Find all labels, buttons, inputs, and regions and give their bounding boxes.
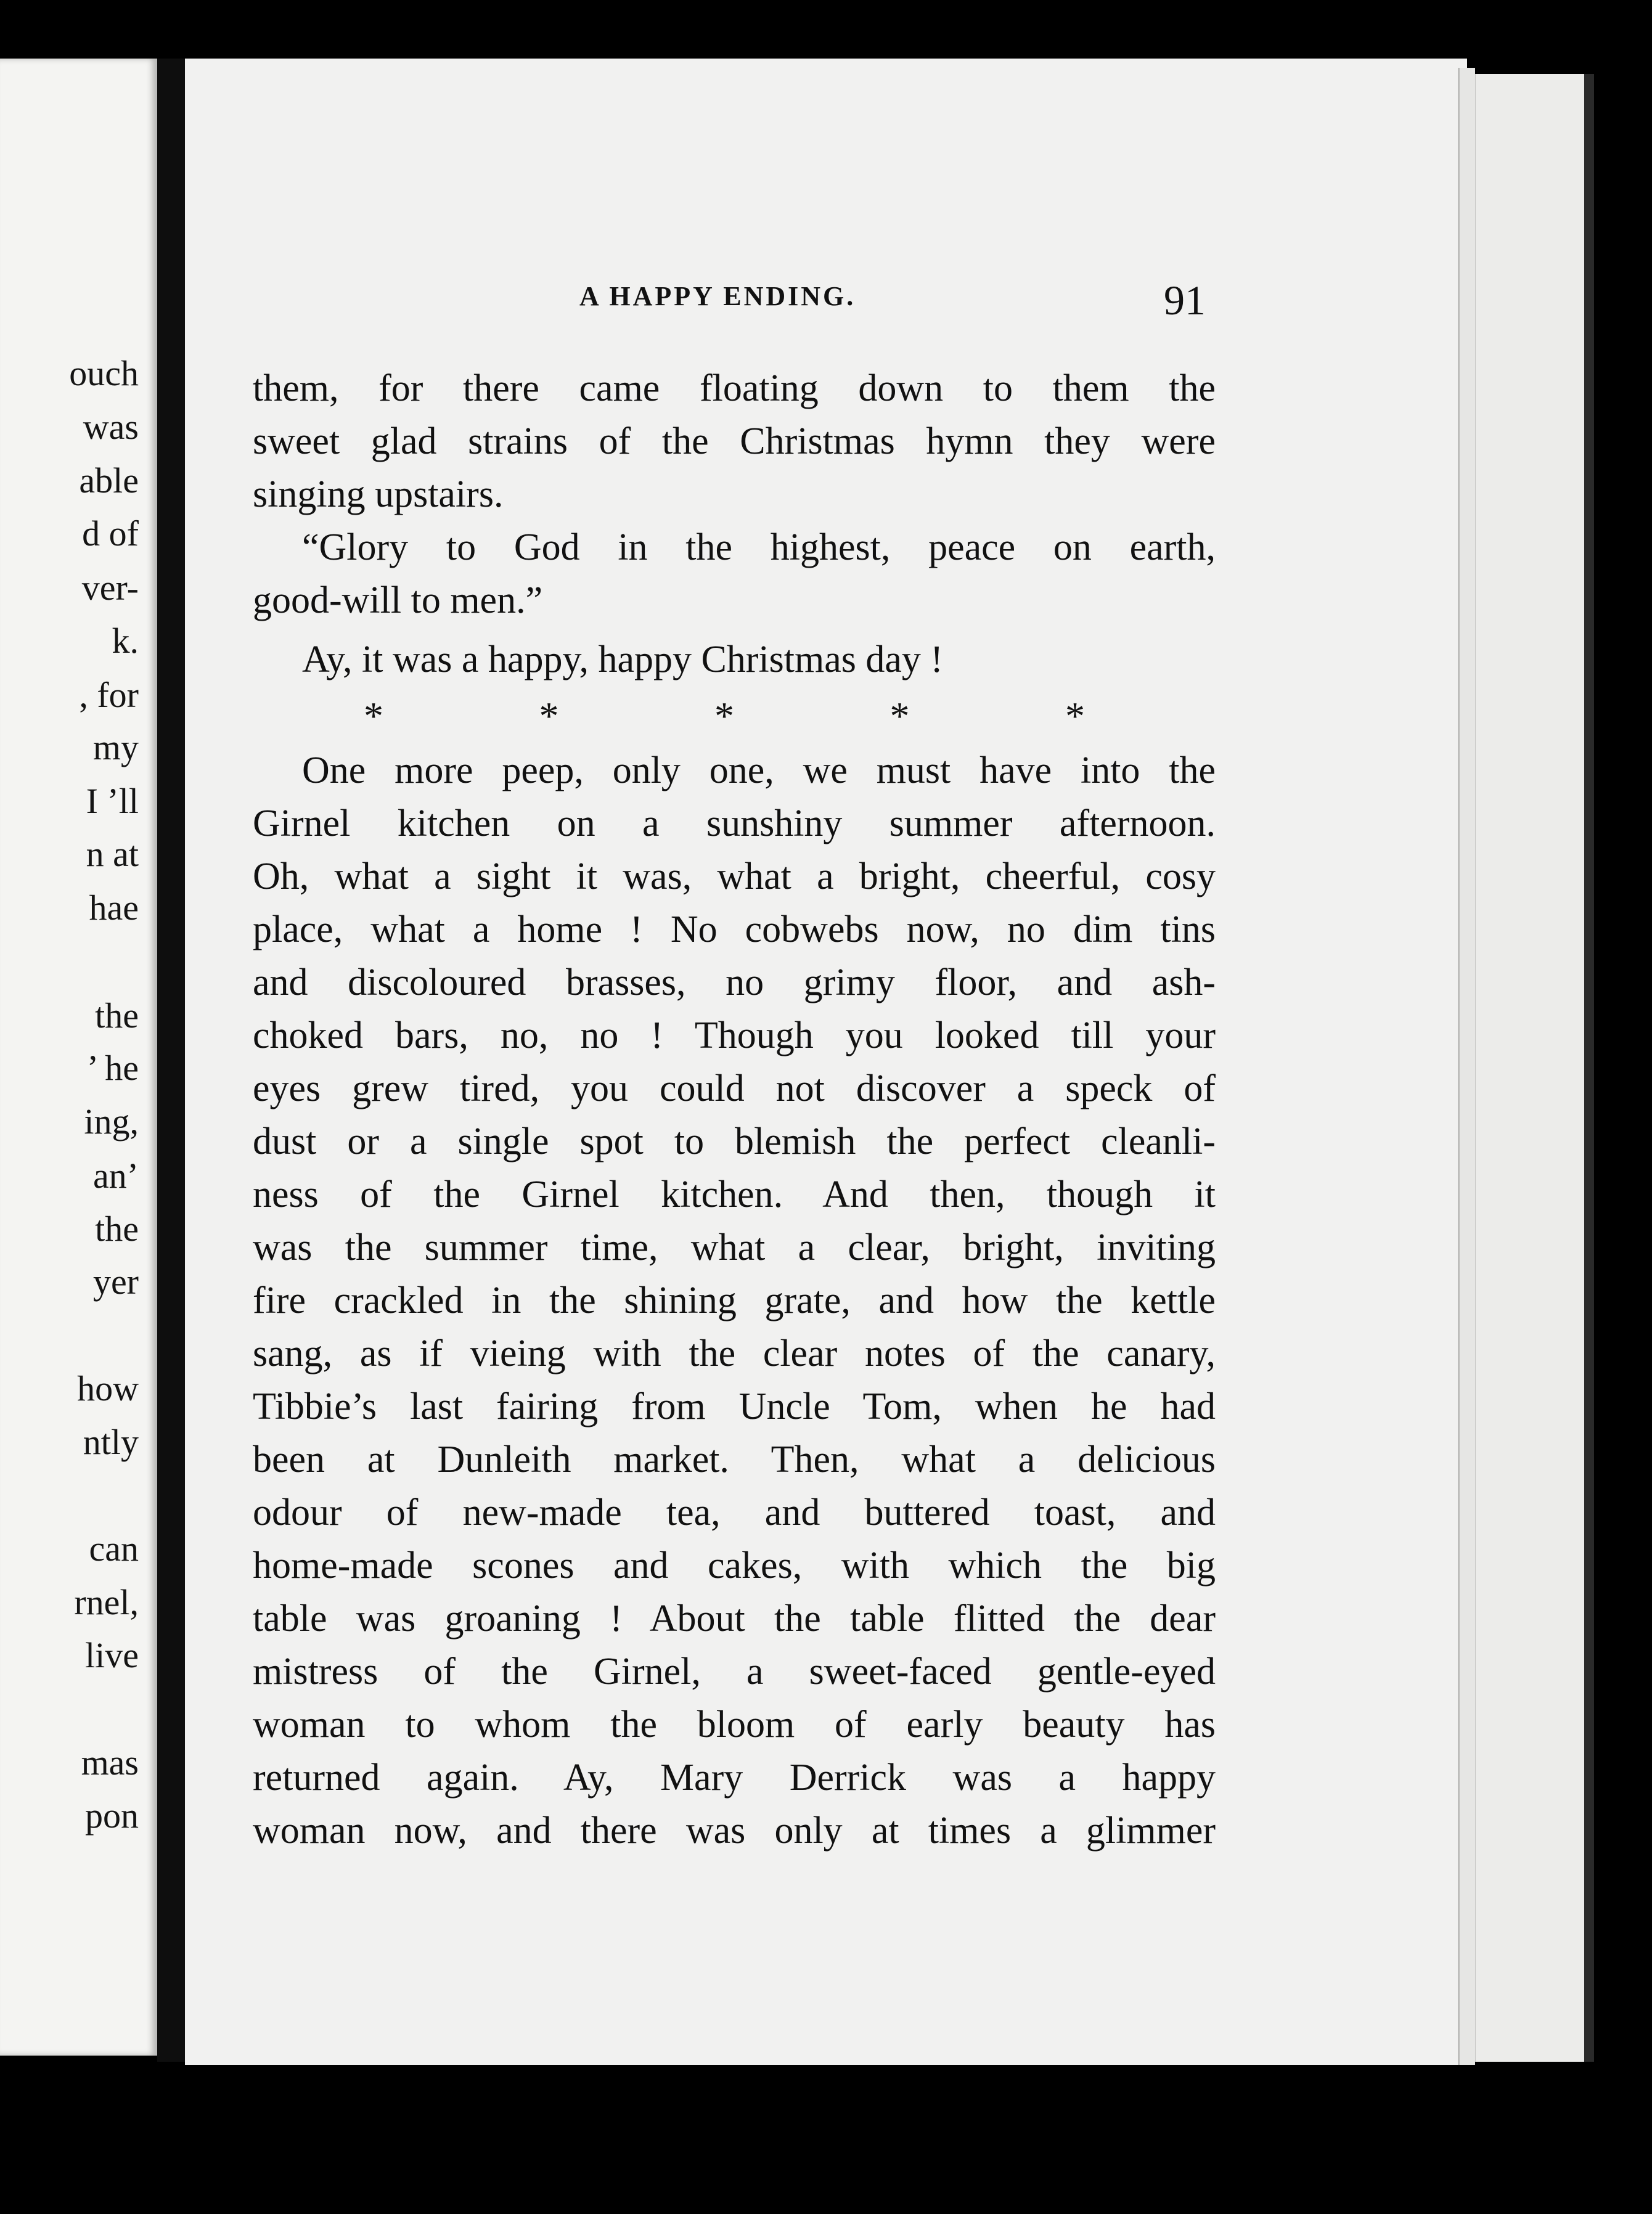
left-page-fragment: able [79, 460, 139, 500]
page-edges [1473, 74, 1587, 2062]
text-line: place, what a home ! No cobwebs now, no dim tins [253, 909, 1216, 950]
page-edge-shadow [1458, 68, 1475, 2065]
text-line: them, for there came floating down to them the [253, 367, 1216, 409]
left-facing-page [0, 59, 157, 2056]
text-line: Tibbie’s last fairing from Uncle Tom, when he had [253, 1386, 1216, 1428]
text-line: “Glory to God in the highest, peace on earth, [302, 526, 1216, 568]
text-line: Girnel kitchen on a sunshiny summer afternoon. [253, 803, 1216, 844]
left-page-fragment: ver- [81, 568, 139, 608]
cover-edge [1584, 74, 1594, 2062]
text-line: odour of new-made tea, and buttered toast, and [253, 1492, 1216, 1534]
text-line: sang, as if vieing with the clear notes of the canary, [253, 1333, 1216, 1375]
text-line: and discoloured brasses, no grimy floor, and ash- [253, 962, 1216, 1003]
left-page-fragment: an’ [92, 1156, 139, 1196]
text-line: woman now, and there was only at times a glimmer [253, 1810, 1216, 1852]
text-line: sweet glad strains of the Christmas hymn they were [253, 420, 1216, 462]
asterisk: * [364, 694, 383, 738]
left-page-fragment: n at [86, 834, 139, 874]
book-gutter [157, 59, 188, 2062]
left-page-fragment: rnel, [74, 1582, 139, 1622]
left-page-fragment: how [77, 1368, 139, 1408]
text-line: singing upstairs. [253, 473, 504, 515]
text-line: woman to whom the bloom of early beauty has [253, 1704, 1216, 1746]
left-page-fragment: mas [81, 1742, 139, 1783]
left-page-fragment: hae [89, 888, 139, 928]
text-line: Oh, what a sight it was, what a bright, cheerful, cosy [253, 856, 1216, 897]
left-page-fragment: ntly [83, 1422, 139, 1462]
left-page-fragment: I ’ll [86, 781, 139, 821]
asterisk: * [1065, 694, 1085, 738]
left-page-fragment: my [92, 727, 139, 767]
text-line: ness of the Girnel kitchen. And then, though it [253, 1174, 1216, 1215]
left-page-fragment: the [95, 995, 139, 1036]
running-head: A HAPPY ENDING. [579, 281, 856, 311]
left-page-fragment: ’ he [86, 1048, 139, 1088]
left-page-fragment: the [95, 1209, 139, 1249]
left-page-fragment: k. [112, 621, 139, 661]
left-page-fragment: d of [82, 513, 139, 554]
text-line: table was groaning ! About the table flitted the dear [253, 1598, 1216, 1640]
asterisk: * [889, 694, 910, 738]
left-page-fragment: ouch [69, 353, 139, 393]
text-line: was the summer time, what a clear, bright, inviting [253, 1227, 1216, 1268]
left-page-fragment: live [85, 1635, 139, 1675]
text-line: fire crackled in the shining grate, and how the kettle [253, 1280, 1216, 1321]
asterisk: * [714, 694, 734, 738]
text-line: dust or a single spot to blemish the perfect cleanli- [253, 1121, 1216, 1162]
text-line: good-will to men.” [253, 579, 543, 621]
page-number: 91 [1164, 277, 1206, 324]
text-line: One more peep, only one, we must have into the [302, 750, 1216, 791]
text-line: eyes grew tired, you could not discover a speck of [253, 1068, 1216, 1109]
left-page-fragment: was [83, 407, 139, 447]
left-page-fragment: , for [79, 675, 139, 715]
asterisk: * [539, 694, 559, 738]
text-line: been at Dunleith market. Then, what a delicious [253, 1439, 1216, 1481]
left-page-fragment: can [89, 1529, 139, 1569]
left-page-fragment: ing, [84, 1101, 139, 1142]
text-line: Ay, it was a happy, happy Christmas day ! [302, 639, 944, 680]
text-line: returned again. Ay, Mary Derrick was a happy [253, 1757, 1216, 1799]
left-page-fragment: pon [85, 1795, 139, 1836]
section-break [364, 693, 1085, 739]
text-line: choked bars, no, no ! Though you looked till your [253, 1015, 1216, 1056]
text-line: home-made scones and cakes, with which the big [253, 1545, 1216, 1587]
left-page-fragment: yer [92, 1262, 139, 1302]
text-line: mistress of the Girnel, a sweet-faced gentle-eyed [253, 1651, 1216, 1693]
